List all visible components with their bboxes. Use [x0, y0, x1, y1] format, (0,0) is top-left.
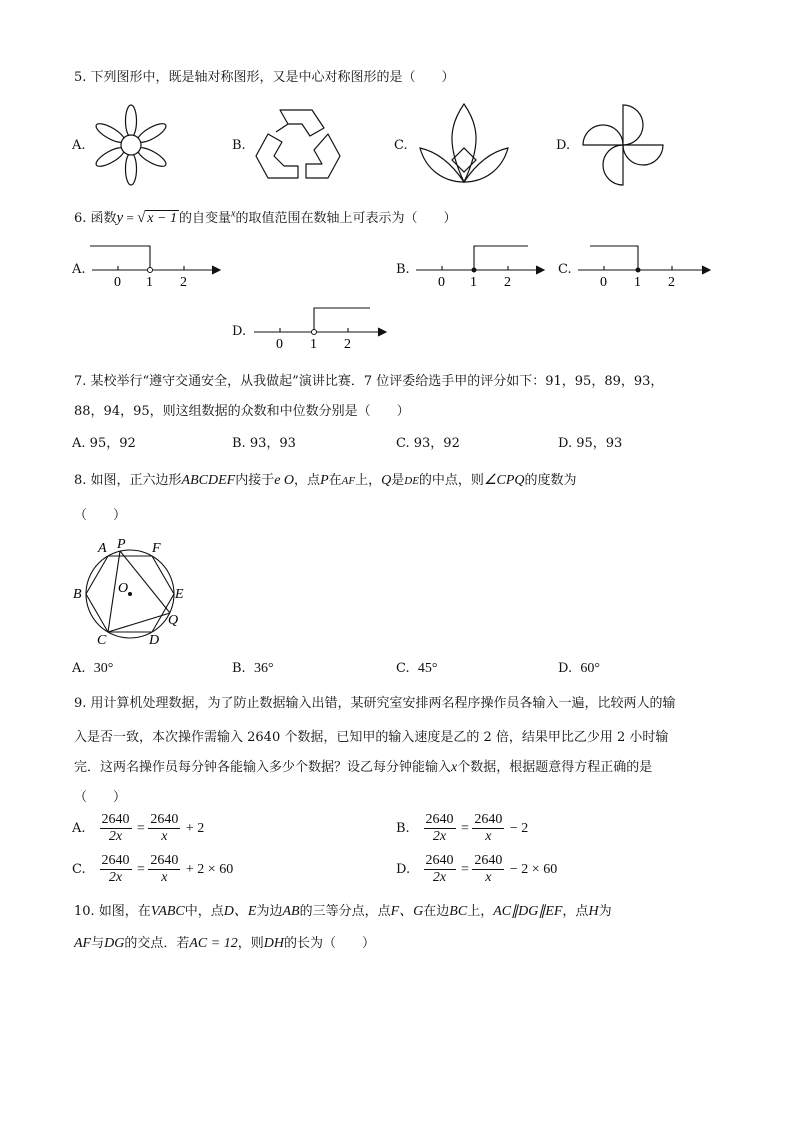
svg-text:0: 0	[600, 275, 607, 290]
label-o: O	[118, 581, 129, 596]
svg-text:2: 2	[668, 275, 675, 290]
label-c: C	[97, 633, 107, 648]
number-line-d	[250, 302, 394, 352]
q5-option-d-label: D.	[556, 138, 571, 153]
number-line-a	[88, 240, 228, 290]
q6-stem: 6. 函数y = √ x − 1 的自变量$^x$的取值范围在数轴上可表示为（ ）	[74, 208, 457, 226]
q8-option-a: A. 30°	[72, 661, 114, 676]
q7-line2: 88，94，95，则这组数据的众数和中位数分别是（ ）	[74, 404, 410, 419]
q8-option-b: B. 36°	[232, 661, 274, 676]
q6-option-b-label: B.	[396, 262, 410, 277]
q6-option-d-label: D.	[232, 324, 247, 339]
tick-label-1: 1	[146, 275, 153, 290]
label-q: Q	[168, 613, 179, 628]
q7-option-a: A. 95，92	[72, 436, 136, 451]
q7-option-c: C. 93，92	[396, 436, 460, 451]
label-f: F	[152, 541, 161, 556]
pinwheel-figure	[580, 102, 666, 188]
svg-text:0: 0	[276, 337, 283, 352]
number-line-b	[412, 240, 552, 290]
q7-line1: 7. 某校举行“遵守交通安全，从我做起”演讲比赛．7 位评委给选手甲的评分如下：91，95，89，93，	[74, 374, 664, 389]
q8-line2: （ ）	[74, 508, 127, 523]
q5-option-b-label: B.	[232, 138, 246, 153]
q9-option-b: B. $\frac{2640}{2x}$ = $\frac{2640}{x}$ − 2	[396, 812, 529, 844]
label-p: P	[117, 537, 126, 552]
svg-text:1: 1	[634, 275, 641, 290]
q7-option-d: D. 95，93	[558, 436, 623, 451]
svg-text:2: 2	[344, 337, 351, 352]
q7-option-b: B. 93，93	[232, 436, 296, 451]
lotus-figure	[418, 100, 510, 186]
recycle-arrows-figure	[254, 106, 342, 184]
flower-figure	[90, 104, 172, 186]
svg-text:0: 0	[438, 275, 445, 290]
svg-text:2: 2	[504, 275, 511, 290]
q9-option-d: D. $\frac{2640}{2x}$ = $\frac{2640}{x}$ − 2 × 60	[396, 853, 558, 885]
q8-option-d: D. 60°	[558, 661, 600, 676]
svg-text:1: 1	[310, 337, 317, 352]
q5-option-a-label: A.	[72, 138, 86, 153]
q9-option-c: C. $\frac{2640}{2x}$ = $\frac{2640}{x}$ + 2 × 60	[72, 853, 234, 885]
q10-line1: 10. 如图，在VABC中，点D、E为边AB的三等分点，点F、G在边BC上，AC∥DG∥EF，点H为	[74, 904, 612, 919]
q8-option-c: C. 45°	[396, 661, 438, 676]
tick-label-0: 0	[114, 275, 121, 290]
svg-text:1: 1	[470, 275, 477, 290]
tick-label-2: 2	[180, 275, 187, 290]
sqrt-symbol: √	[137, 210, 146, 226]
q9-option-a: A. $\frac{2640}{2x}$ = $\frac{2640}{x}$ + 2	[72, 812, 205, 844]
q9-line3: 完．这两名操作员每分钟各能输入多少个数据？设乙每分钟能输入x个数据，根据题意得方程正确的是	[74, 760, 653, 775]
q9-line2: 入是否一致，本次操作需输入 2640 个数据，已知甲的输入速度是乙的 2 倍，结果甲比乙少用 2 小时输	[74, 730, 669, 745]
q5-stem: 5. 下列图形中，既是轴对称图形，又是中心对称图形的是（ ）	[74, 70, 455, 85]
q8-line1: 8. 如图，正六边形ABCDEF内接于e O，点P在AF上，Q是DE的中点，则∠CPQ的度数为	[74, 473, 577, 488]
q6-option-a-label: A.	[72, 262, 86, 277]
q6-option-c-label: C.	[558, 262, 572, 277]
hexagon-circle-figure	[70, 534, 190, 652]
label-b: B	[73, 587, 82, 602]
q9-line4: （ ）	[74, 790, 127, 805]
q10-line2: AF与DG的交点．若AC = 12，则DH的长为（ ）	[74, 936, 375, 951]
q9-line1: 9. 用计算机处理数据，为了防止数据输入出错，某研究室安排两名程序操作员各输入一遍，比较两人的输	[74, 696, 676, 711]
label-d: D	[149, 633, 160, 648]
q5-option-c-label: C.	[394, 138, 408, 153]
label-a: A	[98, 541, 107, 556]
number-line-c	[574, 240, 718, 290]
label-e: E	[175, 587, 184, 602]
